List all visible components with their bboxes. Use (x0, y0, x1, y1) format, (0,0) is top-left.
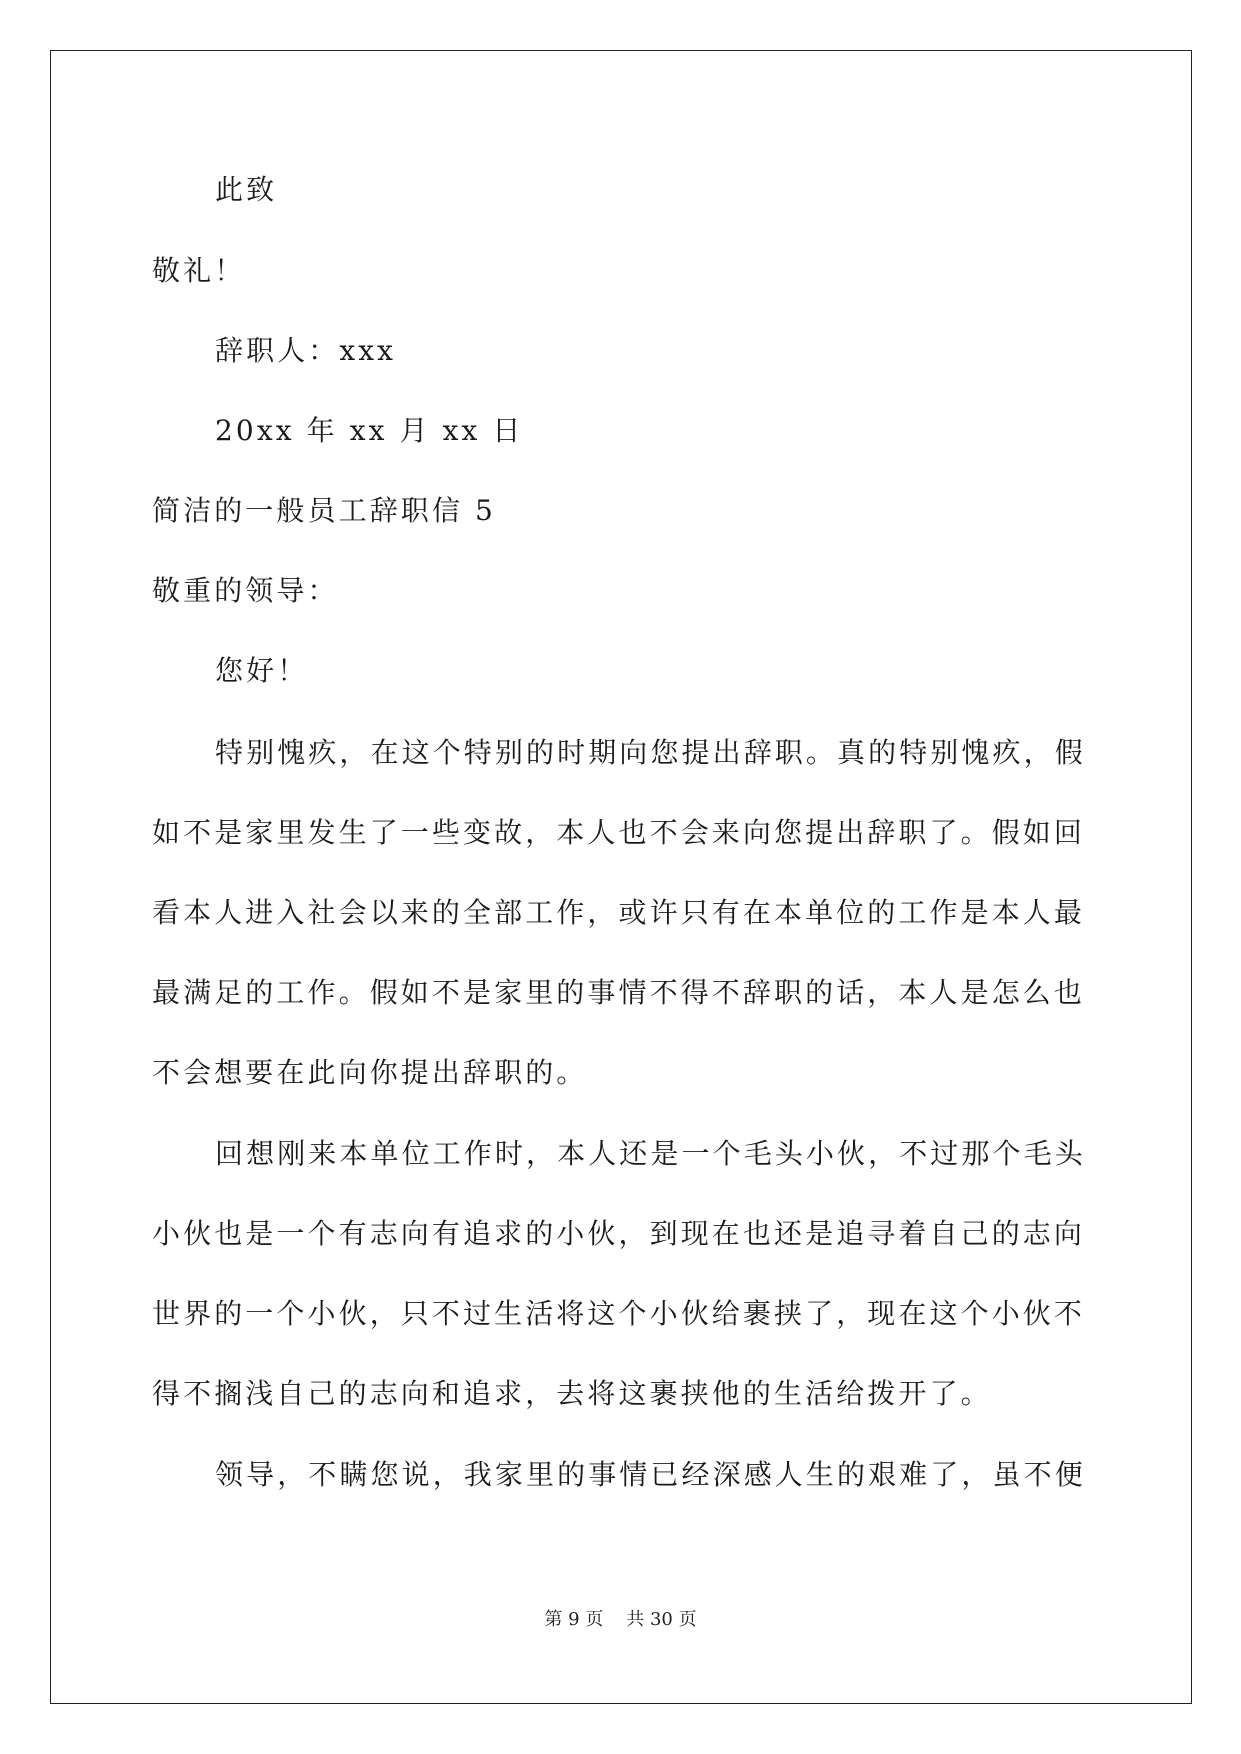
footer-gap (603, 1609, 626, 1630)
salutation: 敬重的领导： (152, 574, 339, 607)
greeting: 您好！ (215, 654, 309, 687)
closing-salutation: 此致 (215, 173, 278, 206)
paragraph-1-line-2: 如不是家里发生了一些变故，本人也不会来向您提出辞职了。假如回 (152, 816, 1086, 849)
paragraph-2-line-1: 回想刚来本单位工作时，本人还是一个毛头小伙，不过那个毛头 (215, 1137, 1086, 1170)
paragraph-1-line-4: 最满足的工作。假如不是家里的事情不得不辞职的话，本人是怎么也 (152, 976, 1086, 1009)
page-total: 共 30 页 (626, 1609, 697, 1630)
paragraph-2-line-4: 得不搁浅自己的志向和追求，去将这裹挟他的生活给拨开了。 (152, 1377, 992, 1410)
paragraph-3-line-1: 领导，不瞒您说，我家里的事情已经深感人生的艰难了，虽不便 (215, 1458, 1086, 1491)
paragraph-2-line-2: 小伙也是一个有志向有追求的小伙，到现在也还是追寻着自己的志向 (152, 1217, 1086, 1250)
signatory: 辞职人：xxx (215, 334, 397, 367)
section-title: 简洁的一般员工辞职信 5 (152, 494, 496, 527)
paragraph-1-line-5: 不会想要在此向你提出辞职的。 (152, 1056, 588, 1089)
paragraph-2-line-3: 世界的一个小伙，只不过生活将这个小伙给裹挟了，现在这个小伙不 (152, 1297, 1086, 1330)
page-number: 第 9 页 (544, 1609, 604, 1630)
page-border (50, 50, 1192, 1704)
page-footer (0, 1608, 1241, 1632)
date-line: 20xx 年 xx 月 xx 日 (215, 414, 524, 447)
closing-respect: 敬礼！ (152, 254, 246, 287)
paragraph-1-line-3: 看本人进入社会以来的全部工作，或许只有在本单位的工作是本人最 (152, 896, 1086, 929)
paragraph-1-line-1: 特别愧疚，在这个特别的时期向您提出辞职。真的特别愧疚，假 (215, 736, 1086, 769)
